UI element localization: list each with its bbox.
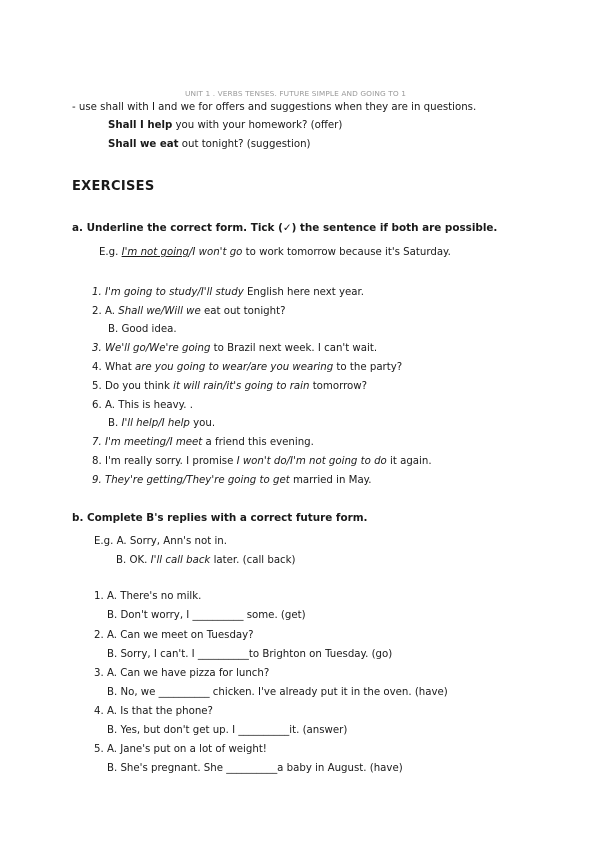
item-text: English here next year.: [243, 287, 365, 298]
item-text: I'm really sorry. I promise: [101, 456, 237, 467]
rule-example-1: [108, 119, 342, 132]
rule-example-rest: out tonight? (suggestion): [178, 139, 311, 150]
rule-example-bold: Shall I help: [108, 120, 173, 131]
item-options: They're getting/They're going to get: [101, 475, 290, 486]
exercise-a-item: [92, 380, 367, 393]
example-prefix: B. OK.: [116, 555, 151, 566]
exercise-a-item: [92, 286, 364, 299]
exercise-a-item: [108, 323, 177, 336]
example-italic: /I won't go: [188, 247, 243, 258]
page-header: UNIT 1 . VERBS TENSES. FUTURE SIMPLE AND GOING TO 1: [185, 89, 407, 98]
exercise-b-line-a: 5. A. Jane's put on a lot of weight!: [94, 744, 267, 755]
item-text: it again.: [386, 456, 432, 467]
item-text: A.: [101, 306, 119, 317]
item-text: B. Good idea.: [108, 324, 177, 335]
item-text: tomorrow?: [309, 381, 368, 392]
exercise-a-item: [92, 342, 377, 355]
exercise-a-item: [92, 474, 372, 487]
example-rest: to work tomorrow because it's Saturday.: [242, 247, 451, 258]
item-number: 8.: [92, 456, 102, 467]
item-options: I won't do/I'm not going to do: [236, 456, 387, 467]
item-options: are you going to wear/are you wearing: [134, 362, 334, 373]
exercise-b-line-a: 2. A. Can we meet on Tuesday?: [94, 630, 254, 641]
exercise-b-line-b: B. Sorry, I can't. I __________to Brighton on Tuesday. (go): [107, 649, 393, 660]
part-a-example: [99, 246, 451, 259]
instruction-text: ) the sentence if both are possible.: [291, 222, 498, 234]
item-number: 6.: [92, 400, 102, 411]
exercise-a-item: [92, 305, 286, 318]
exercises-title: EXERCISES: [72, 179, 155, 194]
item-options: I'm meeting/I meet: [101, 437, 203, 448]
rule-example-bold: Shall we eat: [108, 139, 179, 150]
item-text: to the party?: [333, 362, 403, 373]
item-text: you.: [189, 418, 216, 429]
part-b-example-b: [116, 554, 296, 567]
item-text: Do you think: [101, 381, 174, 392]
grammar-rule: - use shall with I and we for offers and suggestions when they are in questions.: [72, 102, 477, 113]
exercise-a-item: [92, 455, 432, 468]
item-number: 9.: [92, 475, 102, 486]
item-text: a friend this evening.: [202, 437, 314, 448]
item-text: eat out tonight?: [200, 306, 286, 317]
instruction-text: a. Underline the correct form. Tick (: [72, 222, 283, 234]
item-text: married in May.: [289, 475, 372, 486]
exercise-a-item: [92, 399, 193, 412]
tick-icon: ✓: [282, 222, 292, 234]
exercise-b-line-a: 3. A. Can we have pizza for lunch?: [94, 668, 270, 679]
item-text: to Brazil next week. I can't wait.: [210, 343, 378, 354]
item-number: 5.: [92, 381, 102, 392]
example-italic: I'll call back: [150, 555, 211, 566]
part-b-example-a: E.g. A. Sorry, Ann's not in.: [94, 536, 227, 547]
exercise-b-line-a: 4. A. Is that the phone?: [94, 706, 213, 717]
item-text: A. This is heavy. .: [101, 400, 193, 411]
part-b-instruction: b. Complete B's replies with a correct future form.: [72, 512, 368, 524]
item-number: 2.: [92, 306, 102, 317]
exercise-a-item: [108, 417, 215, 430]
example-underlined-answer: I'm not going: [121, 247, 189, 258]
example-rest: later. (call back): [210, 555, 296, 566]
item-options: I'll help/I help: [121, 418, 190, 429]
item-number: 3.: [92, 343, 102, 354]
exercise-b-line-b: B. She's pregnant. She __________a baby in August. (have): [107, 763, 403, 774]
item-text: What: [101, 362, 135, 373]
exercise-a-item: [92, 361, 402, 374]
exercise-b-line-b: B. Don't worry, I __________ some. (get): [107, 610, 306, 621]
rule-example-2: [108, 138, 311, 151]
item-options: Shall we/Will we: [118, 306, 201, 317]
exercise-a-item: [92, 436, 314, 449]
exercise-b-line-b: B. No, we __________ chicken. I've already put it in the oven. (have): [107, 687, 448, 698]
item-options: it will rain/it's going to rain: [173, 381, 310, 392]
rule-example-rest: you with your homework? (offer): [172, 120, 343, 131]
part-a-instruction: [72, 222, 497, 234]
item-options: I'm going to study/I'll study: [101, 287, 244, 298]
item-number: 1.: [92, 287, 102, 298]
item-text: B.: [108, 418, 122, 429]
item-options: We'll go/We're going: [101, 343, 211, 354]
item-number: 4.: [92, 362, 102, 373]
item-number: 7.: [92, 437, 102, 448]
exercise-b-line-b: B. Yes, but don't get up. I __________it. (answer): [107, 725, 348, 736]
exercise-b-line-a: 1. A. There's no milk.: [94, 591, 202, 602]
example-prefix: E.g.: [99, 247, 122, 258]
